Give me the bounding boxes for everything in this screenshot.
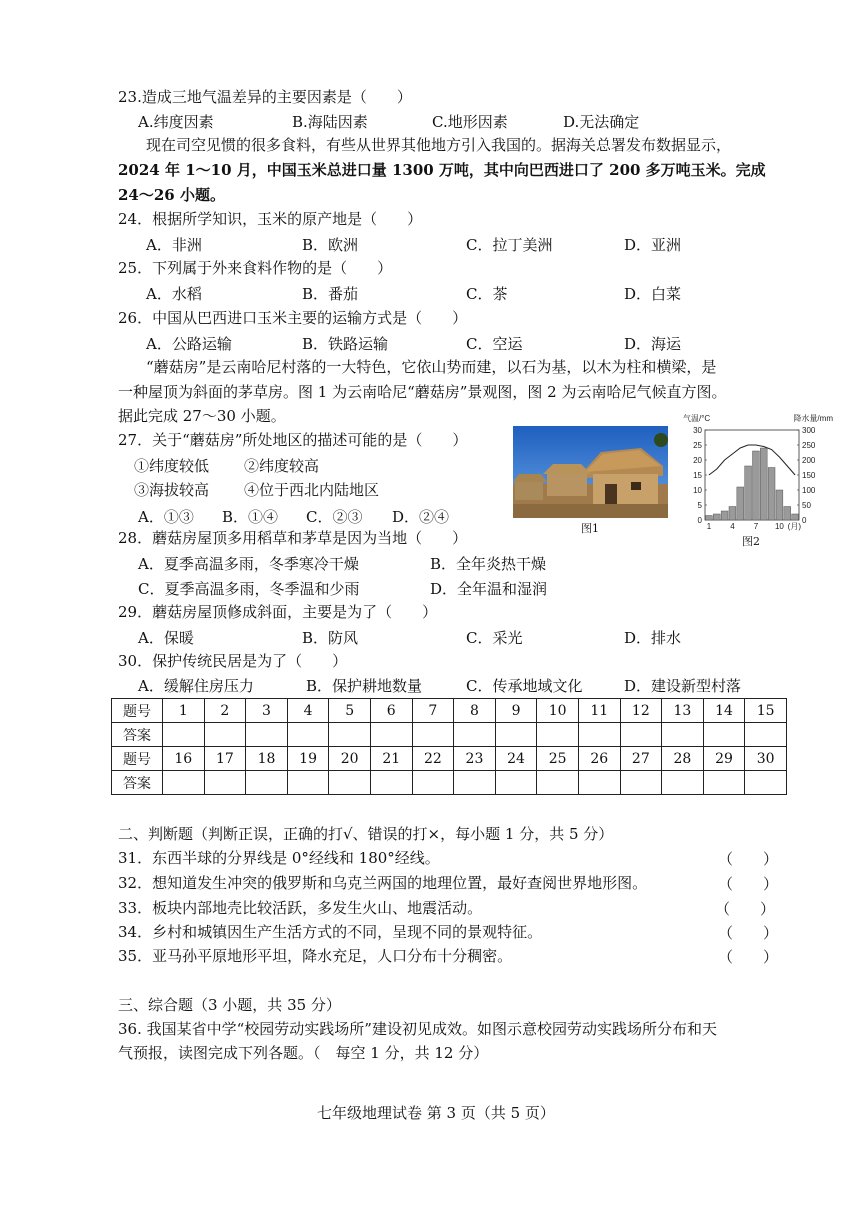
answer-cell[interactable] [620,723,662,747]
precipitation-bar [784,507,791,521]
table-cell: 15 [745,699,787,723]
q29-option-c: C．采光 [466,629,523,647]
q24-option-c: C．拉丁美洲 [466,236,553,254]
table-header-cell: 题号 [112,699,163,723]
answer-table [111,698,787,795]
left-tick-label: 30 [693,426,702,435]
table-cell: 11 [578,699,620,723]
x-tick-label: 7 [753,522,759,531]
q29-stem: 29．蘑菇房屋顶修成斜面，主要是为了（ ） [118,603,438,621]
left-tick-label: 20 [693,456,702,465]
section2-title: 二、判断题（判断正误，正确的打√、错误的打×，每小题 1 分，共 5 分） [118,825,614,843]
table-header-cell: 题号 [112,747,163,771]
precipitation-bar [706,516,713,521]
table-cell: 2 [204,699,246,723]
x-axis-unit: (月) [787,522,801,531]
answer-cell[interactable] [620,771,662,795]
q23-option-b: B.海陆因素 [292,113,368,131]
q25-option-c: C．茶 [466,285,508,303]
answer-cell[interactable] [578,723,620,747]
table-cell: 21 [370,747,412,771]
q27-option-a: A．①③ [138,508,194,526]
judge-paren-31[interactable]: （ ） [718,850,779,868]
table-cell: 30 [745,747,787,771]
judge-item-31: 31．东西半球的分界线是 0°经线和 180°经线。 [118,849,440,867]
answer-cell[interactable] [163,723,205,747]
judge-item-34: 34．乡村和城镇因生产生活方式的不同，呈现不同的景观特征。 [118,923,543,941]
q28-option-b: B．全年炎热干燥 [430,555,547,573]
x-tick-label: 1 [706,522,712,531]
figure2-caption: 图2 [742,535,760,548]
q28-stem: 28．蘑菇房屋顶多用稻草和茅草是因为当地（ ） [118,529,468,547]
precipitation-bar [753,451,760,520]
answer-cell[interactable] [412,771,454,795]
answer-cell[interactable] [204,771,246,795]
table-row [112,723,787,747]
table-cell: 13 [662,699,704,723]
section3-title: 三、综合题（3 小题，共 35 分） [118,996,341,1014]
judge-item-35: 35．亚马孙平原地形平坦，降水充足，人口分布十分稠密。 [118,947,513,965]
table-cell: 26 [578,747,620,771]
table-cell: 27 [620,747,662,771]
table-cell: 18 [246,747,288,771]
q24-stem: 24．根据所学知识，玉米的原产地是（ ） [118,210,423,228]
table-cell: 25 [537,747,579,771]
table-cell: 29 [703,747,745,771]
temperature-line [709,445,795,475]
q25-option-b: B．番茄 [302,285,359,303]
answer-cell[interactable] [662,723,704,747]
q25-stem: 25．下列属于外来食料作物的是（ ） [118,259,393,277]
table-cell: 12 [620,699,662,723]
judge-item-32: 32．想知道发生冲突的俄罗斯和乌克兰两国的地理位置，最好查阅世界地形图。 [118,874,648,892]
answer-cell[interactable] [329,771,371,795]
intro27-line2: 一种屋顶为斜面的茅草房。图 1 为云南哈尼“蘑菇房”景观图，图 2 为云南哈尼气候直方图。 [118,383,727,401]
right-axis-unit: 降水量/mm [793,414,833,423]
table-header-cell: 答案 [112,723,163,747]
judge-paren-33[interactable]: （ ） [715,900,776,918]
answer-cell[interactable] [370,771,412,795]
answer-cell[interactable] [204,723,246,747]
table-cell: 4 [287,699,329,723]
intro24-line3: 24～26 小题。 [118,186,225,204]
q25-option-d: D．白菜 [624,285,682,303]
q27-item-4: ④位于西北内陆地区 [244,481,380,499]
q26-option-a: A．公路运输 [146,335,232,353]
q24-option-b: B．欧洲 [302,236,359,254]
q30-option-c: C．传承地域文化 [466,677,583,695]
intro24-line1: 现在司空见惯的很多食料，有些从世界其他地方引入我国的。据海关总署发布数据显示， [146,136,732,154]
right-tick-label: 300 [802,426,816,435]
x-tick-label: 10 [774,522,784,531]
q28-option-d: D．全年温和湿润 [430,580,548,598]
q24-option-a: A．非洲 [146,236,202,254]
q23-option-a: A.纬度因素 [138,113,214,131]
q27-option-b: B．①④ [222,508,279,526]
left-tick-label: 0 [697,516,702,525]
table-cell: 19 [287,747,329,771]
q27-item-3: ③海拔较高 [134,481,210,499]
q30-stem: 30．保护传统民居是为了（ ） [118,652,348,670]
precipitation-bar [729,507,736,521]
precipitation-bar [721,511,728,520]
right-tick-label: 200 [802,456,816,465]
table-cell: 5 [329,699,371,723]
intro24-line2: 2024 年 1～10 月，中国玉米总进口量 1300 万吨，其中向巴西进口了 200 多万吨玉米。完成 [118,161,766,179]
figure1-caption: 图1 [581,522,599,535]
q26-option-d: D．海运 [624,335,682,353]
q30-option-a: A．缓解住房压力 [138,677,254,695]
precipitation-bar [737,487,744,520]
answer-cell[interactable] [495,771,537,795]
q27-option-c: C．②③ [306,508,363,526]
answer-cell[interactable] [287,723,329,747]
left-tick-label: 5 [697,501,702,510]
answer-cell[interactable] [412,723,454,747]
q24-option-d: D．亚洲 [624,236,682,254]
answer-cell[interactable] [703,723,745,747]
answer-cell[interactable] [454,771,496,795]
answer-cell[interactable] [745,723,787,747]
q27-item-1: ①纬度较低 [134,457,210,475]
answer-cell[interactable] [287,771,329,795]
judge-paren-34[interactable]: （ ） [718,924,779,942]
judge-paren-35[interactable]: （ ） [718,948,779,966]
judge-paren-32[interactable]: （ ） [718,875,779,893]
q26-option-c: C．空运 [466,335,523,353]
q27-item-2: ②纬度较高 [244,457,320,475]
q29-option-d: D．排水 [624,629,682,647]
q28-option-a: A．夏季高温多雨，冬季寒冷干燥 [138,555,359,573]
q28-option-c: C．夏季高温多雨，冬季温和少雨 [138,580,360,598]
q27-option-d: D．②④ [392,508,450,526]
table-cell: 22 [412,747,454,771]
answer-cell[interactable] [537,723,579,747]
table-cell: 14 [703,699,745,723]
x-tick-label: 4 [730,522,735,531]
answer-cell[interactable] [329,723,371,747]
judge-item-33: 33．板块内部地壳比较活跃，多发生火山、地震活动。 [118,899,483,917]
q29-option-a: A．保暖 [138,629,194,647]
q26-option-b: B．铁路运输 [302,335,389,353]
table-header-cell: 答案 [112,771,163,795]
table-cell: 24 [495,747,537,771]
right-tick-label: 100 [802,486,816,495]
answer-cell[interactable] [246,723,288,747]
q27-stem: 27．关于“蘑菇房”所处地区的描述可能的是（ ） [118,431,468,449]
figure2-climate-chart [683,412,833,537]
left-tick-label: 15 [693,471,702,480]
q30-option-d: D．建设新型村落 [624,677,742,695]
right-tick-label: 250 [802,441,816,450]
q36-line1: 36. 我国某省中学“校园劳动实践场所”建设初见成效。如图示意校园劳动实践场所分布和天 [118,1020,717,1038]
right-tick-label: 50 [802,501,811,510]
page-footer: 七年级地理试卷 第 3 页（共 5 页） [317,1104,555,1122]
left-tick-label: 25 [693,441,702,450]
answer-cell[interactable] [246,771,288,795]
table-row [112,699,787,723]
q23-option-d: D.无法确定 [563,113,640,131]
precipitation-bar [792,514,799,520]
q23-option-c: C.地形因素 [432,113,508,131]
precipitation-bar [776,490,783,520]
answer-cell[interactable] [495,723,537,747]
table-row [112,747,787,771]
intro27-line3: 据此完成 27～30 小题。 [118,407,286,425]
q36-line2: 气预报，读图完成下列各题。（ 每空 1 分，共 12 分） [118,1044,489,1062]
q23-stem: 23.造成三地气温差异的主要因素是（ ） [118,88,412,106]
table-cell: 6 [370,699,412,723]
q26-stem: 26．中国从巴西进口玉米主要的运输方式是（ ） [118,309,468,327]
table-cell: 7 [412,699,454,723]
answer-cell[interactable] [662,771,704,795]
table-cell: 1 [163,699,205,723]
answer-cell[interactable] [454,723,496,747]
table-cell: 17 [204,747,246,771]
table-cell: 16 [163,747,205,771]
q25-option-a: A．水稻 [146,285,202,303]
left-axis-unit: 气温/°C [683,414,711,423]
precipitation-bar [768,468,775,521]
table-cell: 10 [537,699,579,723]
q30-option-b: B．保护耕地数量 [306,677,423,695]
table-cell: 9 [495,699,537,723]
precipitation-bar [760,448,767,520]
answer-cell[interactable] [578,771,620,795]
answer-cell[interactable] [537,771,579,795]
table-cell: 8 [454,699,496,723]
intro27-line1: “蘑菇房”是云南哈尼村落的一大特色，它依山势而建，以石为基，以木为柱和横梁，是 [146,358,717,376]
answer-cell[interactable] [163,771,205,795]
q29-option-b: B．防风 [302,629,359,647]
precipitation-bar [713,514,720,520]
answer-cell[interactable] [745,771,787,795]
figure1-photo [513,426,668,518]
answer-cell[interactable] [703,771,745,795]
table-cell: 3 [246,699,288,723]
right-tick-label: 150 [802,471,816,480]
right-tick-label: 0 [802,516,807,525]
left-tick-label: 10 [693,486,702,495]
table-cell: 28 [662,747,704,771]
table-cell: 20 [329,747,371,771]
answer-cell[interactable] [370,723,412,747]
precipitation-bar [745,466,752,520]
table-row [112,771,787,795]
table-cell: 23 [454,747,496,771]
